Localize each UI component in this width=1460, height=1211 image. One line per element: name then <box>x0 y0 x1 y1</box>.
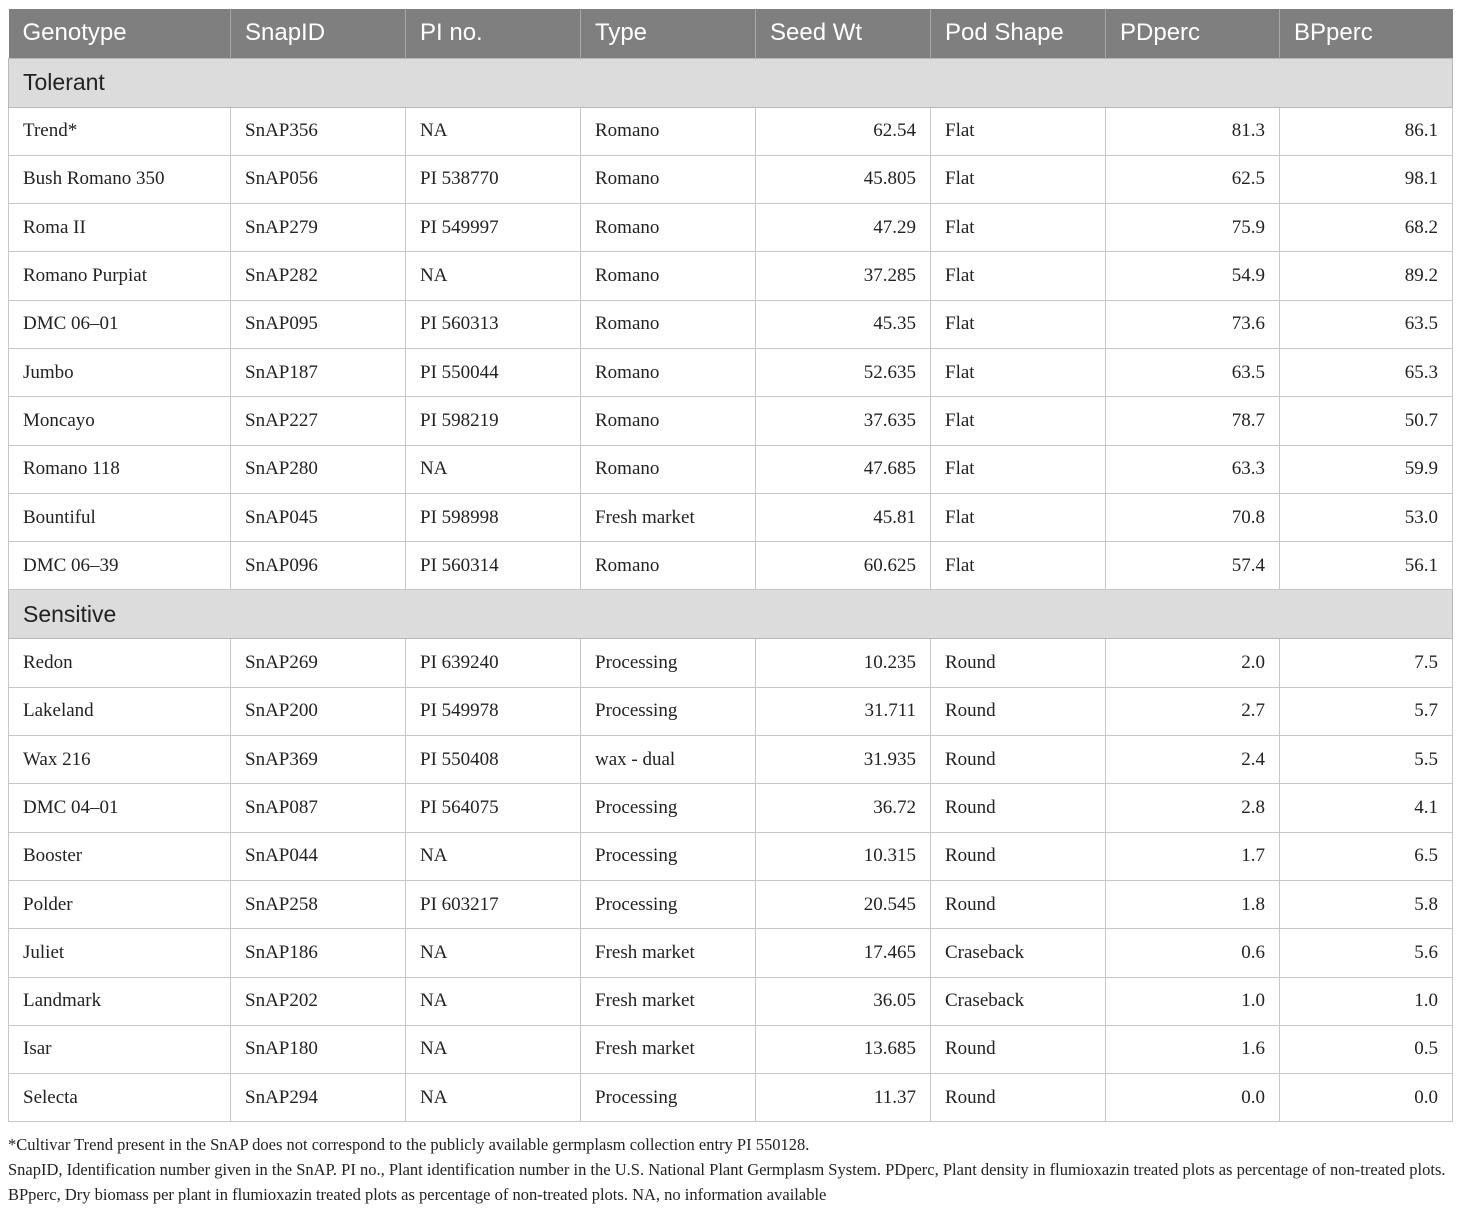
cell-bpperc: 50.7 <box>1280 397 1453 445</box>
cell-pdperc: 0.6 <box>1106 929 1280 977</box>
table-row <box>9 300 1453 348</box>
table-row <box>9 348 1453 396</box>
group-row-tolerant <box>9 58 1453 107</box>
cell-pdperc: 1.7 <box>1106 832 1280 880</box>
cell-genotype: DMC 06–39 <box>9 542 231 590</box>
cell-seed-wt: 60.625 <box>756 542 931 590</box>
cell-type: wax - dual <box>581 736 756 784</box>
column-header-pdperc: PDperc <box>1106 9 1280 58</box>
cell-snapid: SnAP202 <box>231 977 406 1025</box>
table-row <box>9 107 1453 155</box>
cell-type: Processing <box>581 832 756 880</box>
footnote-abbreviations: SnapID, Identification number given in the SnAP. PI no., Plant identification number in the U.S. National Plant Germplasm System. PDperc, Plant density in flumioxazin treated plots as percentage of non-treated plots. BPperc, Dry biomass per plant in flumioxazin treated plots as percentage of non-treated plots. NA, no information available <box>8 1160 1446 1204</box>
cell-pi-no: PI 549978 <box>406 687 581 735</box>
cell-snapid: SnAP282 <box>231 252 406 300</box>
cell-pi-no: NA <box>406 1025 581 1073</box>
cell-pdperc: 62.5 <box>1106 155 1280 203</box>
cell-bpperc: 53.0 <box>1280 493 1453 541</box>
cell-genotype: Redon <box>9 639 231 687</box>
cell-bpperc: 1.0 <box>1280 977 1453 1025</box>
cell-pdperc: 63.5 <box>1106 348 1280 396</box>
cell-pod-shape: Round <box>931 832 1106 880</box>
cell-pi-no: PI 550408 <box>406 736 581 784</box>
cell-seed-wt: 31.935 <box>756 736 931 784</box>
cell-pod-shape: Round <box>931 1074 1106 1122</box>
cell-seed-wt: 11.37 <box>756 1074 931 1122</box>
cell-pod-shape: Flat <box>931 348 1106 396</box>
cell-pod-shape: Round <box>931 1025 1106 1073</box>
cell-bpperc: 5.7 <box>1280 687 1453 735</box>
cell-pdperc: 2.8 <box>1106 784 1280 832</box>
cell-pod-shape: Flat <box>931 252 1106 300</box>
cell-pi-no: PI 598219 <box>406 397 581 445</box>
column-header-type: Type <box>581 9 756 58</box>
cell-pod-shape: Round <box>931 639 1106 687</box>
cell-pi-no: PI 538770 <box>406 155 581 203</box>
cell-genotype: Bountiful <box>9 493 231 541</box>
cell-genotype: Bush Romano 350 <box>9 155 231 203</box>
cell-pdperc: 2.0 <box>1106 639 1280 687</box>
cell-bpperc: 0.5 <box>1280 1025 1453 1073</box>
group-label: Tolerant <box>9 58 1453 107</box>
cell-snapid: SnAP280 <box>231 445 406 493</box>
cell-bpperc: 89.2 <box>1280 252 1453 300</box>
table-row <box>9 929 1453 977</box>
cell-snapid: SnAP044 <box>231 832 406 880</box>
cell-seed-wt: 52.635 <box>756 348 931 396</box>
column-header-pod-shape: Pod Shape <box>931 9 1106 58</box>
column-header-snapid: SnapID <box>231 9 406 58</box>
cell-pod-shape: Round <box>931 784 1106 832</box>
cell-snapid: SnAP369 <box>231 736 406 784</box>
table-row <box>9 445 1453 493</box>
cell-snapid: SnAP227 <box>231 397 406 445</box>
cell-seed-wt: 10.235 <box>756 639 931 687</box>
cell-pod-shape: Flat <box>931 155 1106 203</box>
cell-snapid: SnAP056 <box>231 155 406 203</box>
table-row <box>9 639 1453 687</box>
cell-pdperc: 1.0 <box>1106 977 1280 1025</box>
cell-bpperc: 68.2 <box>1280 204 1453 252</box>
cell-snapid: SnAP096 <box>231 542 406 590</box>
cell-type: Fresh market <box>581 1025 756 1073</box>
cell-pi-no: PI 603217 <box>406 880 581 928</box>
column-header-genotype: Genotype <box>9 9 231 58</box>
table-header <box>9 9 1453 58</box>
cell-snapid: SnAP200 <box>231 687 406 735</box>
cell-snapid: SnAP269 <box>231 639 406 687</box>
cell-bpperc: 59.9 <box>1280 445 1453 493</box>
data-table-container <box>8 9 1452 1122</box>
cell-pdperc: 0.0 <box>1106 1074 1280 1122</box>
cell-genotype: Roma II <box>9 204 231 252</box>
cell-pi-no: NA <box>406 977 581 1025</box>
cell-pdperc: 2.7 <box>1106 687 1280 735</box>
cell-bpperc: 98.1 <box>1280 155 1453 203</box>
cell-pdperc: 73.6 <box>1106 300 1280 348</box>
cell-seed-wt: 45.81 <box>756 493 931 541</box>
cell-seed-wt: 36.05 <box>756 977 931 1025</box>
cell-type: Fresh market <box>581 493 756 541</box>
cell-pi-no: PI 639240 <box>406 639 581 687</box>
group-label: Sensitive <box>9 590 1453 639</box>
cell-pdperc: 63.3 <box>1106 445 1280 493</box>
cell-type: Romano <box>581 542 756 590</box>
cell-type: Romano <box>581 155 756 203</box>
table-footnotes <box>8 1132 1452 1207</box>
header-row <box>9 9 1453 58</box>
cell-seed-wt: 45.805 <box>756 155 931 203</box>
cell-type: Processing <box>581 784 756 832</box>
cell-bpperc: 5.5 <box>1280 736 1453 784</box>
cell-genotype: DMC 04–01 <box>9 784 231 832</box>
cell-bpperc: 5.6 <box>1280 929 1453 977</box>
cell-type: Romano <box>581 204 756 252</box>
cell-seed-wt: 37.635 <box>756 397 931 445</box>
cell-seed-wt: 62.54 <box>756 107 931 155</box>
cell-pdperc: 1.8 <box>1106 880 1280 928</box>
cell-pi-no: PI 598998 <box>406 493 581 541</box>
cell-seed-wt: 13.685 <box>756 1025 931 1073</box>
table-row <box>9 736 1453 784</box>
table-row <box>9 1074 1453 1122</box>
cell-bpperc: 4.1 <box>1280 784 1453 832</box>
cell-seed-wt: 10.315 <box>756 832 931 880</box>
cell-bpperc: 5.8 <box>1280 880 1453 928</box>
cell-pi-no: NA <box>406 107 581 155</box>
cell-seed-wt: 31.711 <box>756 687 931 735</box>
cell-snapid: SnAP095 <box>231 300 406 348</box>
cell-genotype: Landmark <box>9 977 231 1025</box>
cell-pdperc: 2.4 <box>1106 736 1280 784</box>
cell-bpperc: 63.5 <box>1280 300 1453 348</box>
cell-genotype: Moncayo <box>9 397 231 445</box>
cell-type: Romano <box>581 107 756 155</box>
cell-snapid: SnAP356 <box>231 107 406 155</box>
cell-pdperc: 1.6 <box>1106 1025 1280 1073</box>
cell-type: Processing <box>581 639 756 687</box>
table-row <box>9 1025 1453 1073</box>
table-body <box>9 58 1453 1122</box>
cell-pod-shape: Flat <box>931 300 1106 348</box>
table-row <box>9 397 1453 445</box>
table-row <box>9 204 1453 252</box>
cell-seed-wt: 47.685 <box>756 445 931 493</box>
cell-pi-no: NA <box>406 832 581 880</box>
cell-type: Romano <box>581 252 756 300</box>
cell-pi-no: PI 549997 <box>406 204 581 252</box>
cell-pod-shape: Flat <box>931 493 1106 541</box>
cell-type: Romano <box>581 300 756 348</box>
column-header-pi-no: PI no. <box>406 9 581 58</box>
column-header-seed-wt: Seed Wt <box>756 9 931 58</box>
cell-bpperc: 65.3 <box>1280 348 1453 396</box>
cell-genotype: Juliet <box>9 929 231 977</box>
genotype-table <box>8 9 1453 1122</box>
cell-seed-wt: 17.465 <box>756 929 931 977</box>
table-row <box>9 880 1453 928</box>
cell-pod-shape: Round <box>931 736 1106 784</box>
cell-type: Romano <box>581 397 756 445</box>
cell-genotype: Lakeland <box>9 687 231 735</box>
cell-seed-wt: 36.72 <box>756 784 931 832</box>
cell-pdperc: 70.8 <box>1106 493 1280 541</box>
cell-genotype: Trend* <box>9 107 231 155</box>
cell-bpperc: 7.5 <box>1280 639 1453 687</box>
cell-pi-no: PI 560314 <box>406 542 581 590</box>
cell-type: Processing <box>581 1074 756 1122</box>
table-row <box>9 542 1453 590</box>
cell-genotype: Romano 118 <box>9 445 231 493</box>
cell-pi-no: NA <box>406 929 581 977</box>
cell-bpperc: 56.1 <box>1280 542 1453 590</box>
cell-type: Fresh market <box>581 977 756 1025</box>
cell-pdperc: 54.9 <box>1106 252 1280 300</box>
cell-snapid: SnAP045 <box>231 493 406 541</box>
table-row <box>9 252 1453 300</box>
table-row <box>9 784 1453 832</box>
cell-seed-wt: 45.35 <box>756 300 931 348</box>
cell-pod-shape: Flat <box>931 204 1106 252</box>
cell-seed-wt: 20.545 <box>756 880 931 928</box>
cell-type: Fresh market <box>581 929 756 977</box>
table-row <box>9 155 1453 203</box>
cell-snapid: SnAP294 <box>231 1074 406 1122</box>
group-row-sensitive <box>9 590 1453 639</box>
cell-snapid: SnAP087 <box>231 784 406 832</box>
cell-type: Processing <box>581 880 756 928</box>
cell-type: Romano <box>581 445 756 493</box>
cell-snapid: SnAP187 <box>231 348 406 396</box>
cell-pi-no: NA <box>406 252 581 300</box>
cell-bpperc: 6.5 <box>1280 832 1453 880</box>
cell-genotype: Jumbo <box>9 348 231 396</box>
cell-genotype: Romano Purpiat <box>9 252 231 300</box>
cell-pi-no: NA <box>406 1074 581 1122</box>
cell-type: Romano <box>581 348 756 396</box>
table-row <box>9 493 1453 541</box>
cell-seed-wt: 47.29 <box>756 204 931 252</box>
cell-snapid: SnAP279 <box>231 204 406 252</box>
cell-genotype: Selecta <box>9 1074 231 1122</box>
cell-bpperc: 86.1 <box>1280 107 1453 155</box>
cell-pdperc: 57.4 <box>1106 542 1280 590</box>
cell-snapid: SnAP258 <box>231 880 406 928</box>
cell-genotype: Polder <box>9 880 231 928</box>
cell-genotype: Isar <box>9 1025 231 1073</box>
cell-pod-shape: Flat <box>931 542 1106 590</box>
cell-genotype: DMC 06–01 <box>9 300 231 348</box>
cell-pod-shape: Craseback <box>931 929 1106 977</box>
cell-pi-no: PI 564075 <box>406 784 581 832</box>
cell-pod-shape: Round <box>931 687 1106 735</box>
cell-pi-no: PI 560313 <box>406 300 581 348</box>
cell-seed-wt: 37.285 <box>756 252 931 300</box>
footnote-cultivar-trend: *Cultivar Trend present in the SnAP does not correspond to the publicly available germplasm collection entry PI 550128. <box>8 1135 810 1154</box>
cell-bpperc: 0.0 <box>1280 1074 1453 1122</box>
cell-pdperc: 78.7 <box>1106 397 1280 445</box>
cell-pod-shape: Round <box>931 880 1106 928</box>
cell-pod-shape: Flat <box>931 445 1106 493</box>
cell-pod-shape: Flat <box>931 107 1106 155</box>
table-row <box>9 687 1453 735</box>
table-row <box>9 977 1453 1025</box>
cell-type: Processing <box>581 687 756 735</box>
cell-pi-no: NA <box>406 445 581 493</box>
cell-snapid: SnAP180 <box>231 1025 406 1073</box>
table-row <box>9 832 1453 880</box>
cell-pdperc: 81.3 <box>1106 107 1280 155</box>
cell-genotype: Wax 216 <box>9 736 231 784</box>
cell-pdperc: 75.9 <box>1106 204 1280 252</box>
cell-snapid: SnAP186 <box>231 929 406 977</box>
cell-pod-shape: Flat <box>931 397 1106 445</box>
cell-pod-shape: Craseback <box>931 977 1106 1025</box>
cell-pi-no: PI 550044 <box>406 348 581 396</box>
column-header-bpperc: BPperc <box>1280 9 1453 58</box>
cell-genotype: Booster <box>9 832 231 880</box>
